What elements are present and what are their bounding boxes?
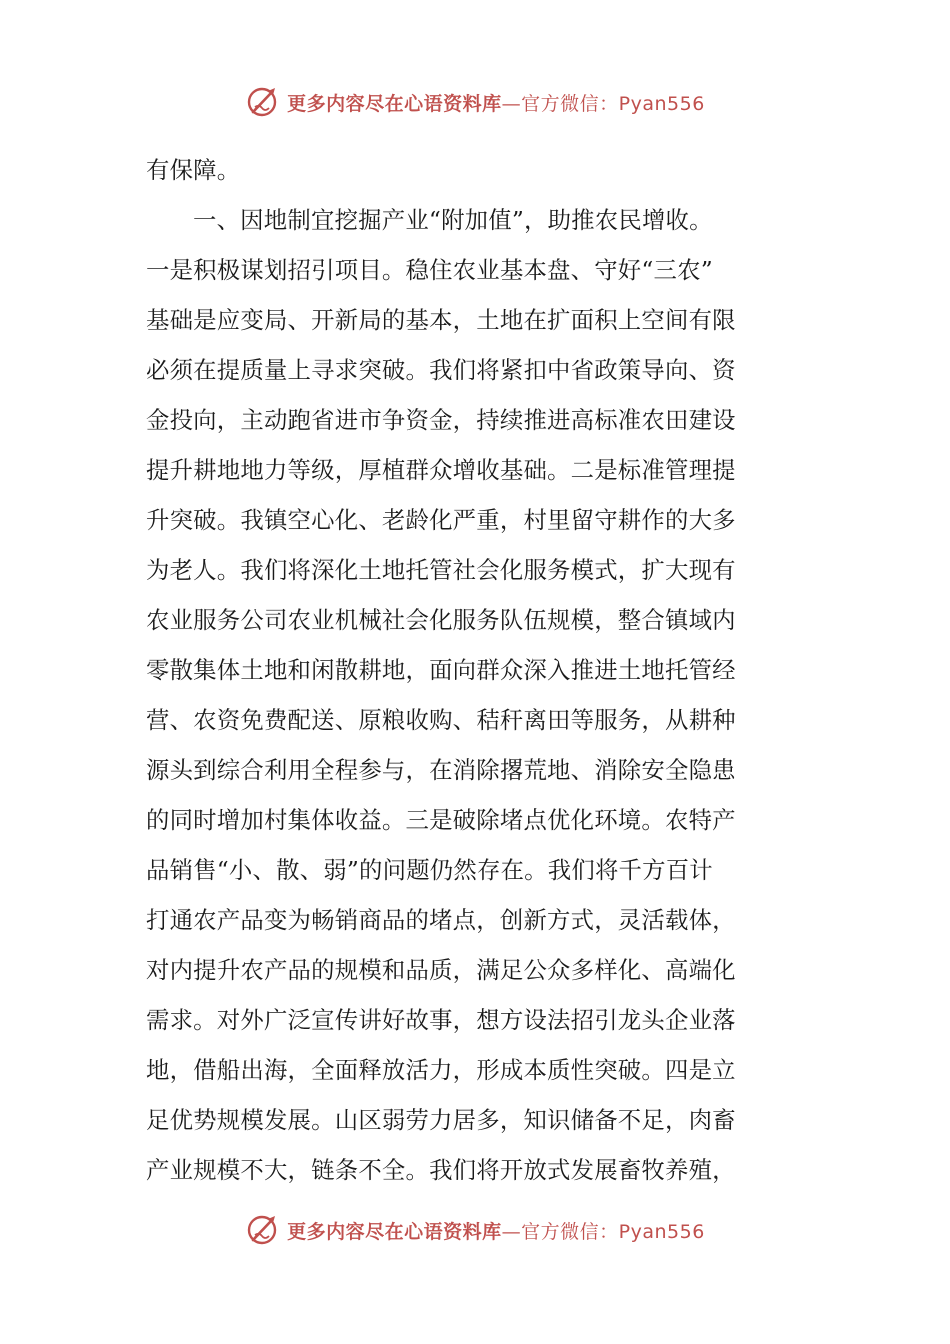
- pen-logo-icon: [245, 84, 281, 120]
- body-line: 零散集体土地和闲散耕地，面向群众深入推进土地托管经: [146, 656, 736, 684]
- body-line: 基础是应变局、开新局的基本，土地在扩面积上空间有限: [146, 306, 736, 334]
- header-brand: 更多内容尽在心语资料库: [287, 92, 502, 115]
- body-line: 一是积极谋划招引项目。稳住农业基本盘、守好“三农”: [146, 256, 713, 284]
- footer-wechat: 官方微信：Pyan556: [521, 1220, 705, 1243]
- footer-dash: —: [501, 1220, 522, 1243]
- header-banner: [0, 80, 950, 124]
- body-line: 需求。对外广泛宣传讲好故事，想方设法招引龙头企业落: [146, 1006, 736, 1034]
- body-line: 源头到综合利用全程参与，在消除撂荒地、消除安全隐患: [146, 756, 736, 784]
- header-wechat: 官方微信：Pyan556: [521, 92, 705, 115]
- body-line: 的同时增加村集体收益。三是破除堵点优化环境。农特产: [146, 806, 736, 834]
- document-body: [146, 145, 806, 1195]
- header-dash: —: [501, 92, 522, 115]
- body-line: 足优势规模发展。山区弱劳力居多，知识储备不足，肉畜: [146, 1106, 736, 1134]
- body-line: 对内提升农产品的规模和品质，满足公众多样化、高端化: [146, 956, 736, 984]
- body-line: 打通农产品变为畅销商品的堵点，创新方式，灵活载体，: [146, 906, 736, 934]
- body-line: 地，借船出海，全面释放活力，形成本质性突破。四是立: [146, 1056, 736, 1084]
- header-text: [287, 89, 705, 116]
- footer-brand: 更多内容尽在心语资料库: [287, 1220, 502, 1243]
- pen-logo-icon: [245, 1212, 281, 1248]
- body-line: 金投向，主动跑省进市争资金，持续推进高标准农田建设: [146, 406, 736, 434]
- footer-banner: [0, 1208, 950, 1252]
- body-line: 升突破。我镇空心化、老龄化严重，村里留守耕作的大多: [146, 506, 736, 534]
- body-line: 有保障。: [146, 156, 241, 184]
- footer-text: [287, 1217, 705, 1244]
- paragraph-heading: 一、因地制宜挖掘产业“附加值”，助推农民增收。: [193, 206, 713, 234]
- body-line: 农业服务公司农业机械社会化服务队伍规模，整合镇域内: [146, 606, 736, 634]
- body-line: 提升耕地地力等级，厚植群众增收基础。二是标准管理提: [146, 456, 736, 484]
- body-line: 必须在提质量上寻求突破。我们将紧扣中省政策导向、资: [146, 356, 736, 384]
- body-line: 营、农资免费配送、原粮收购、秸秆离田等服务，从耕种: [146, 706, 736, 734]
- body-line: 产业规模不大，链条不全。我们将开放式发展畜牧养殖，: [146, 1156, 736, 1184]
- body-line: 为老人。我们将深化土地托管社会化服务模式，扩大现有: [146, 556, 736, 584]
- body-line: 品销售“小、散、弱”的问题仍然存在。我们将千方百计: [146, 856, 713, 884]
